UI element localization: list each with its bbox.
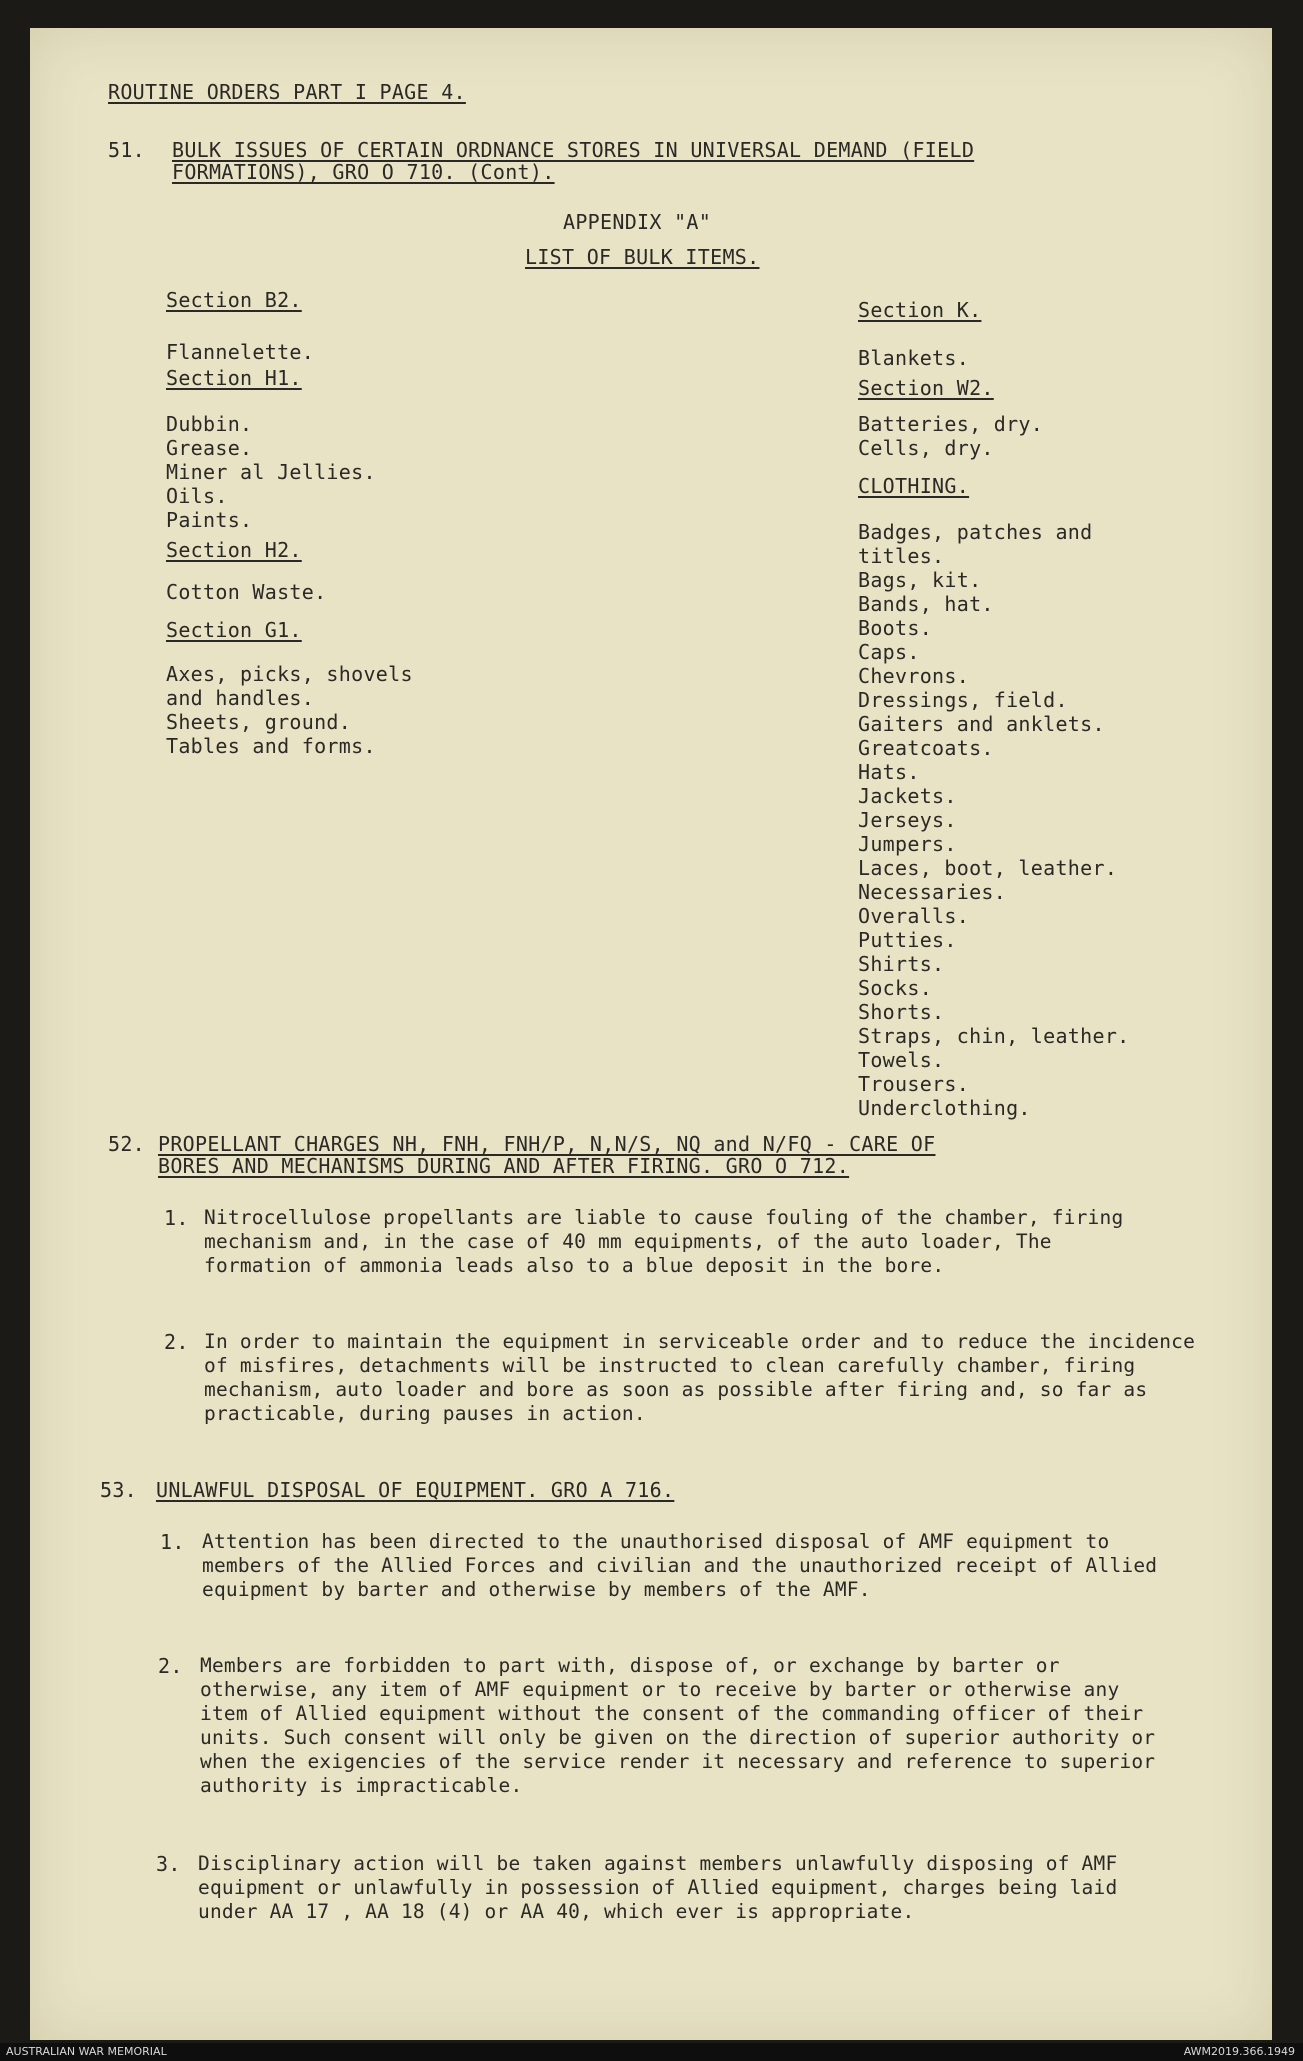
list-item: Necessaries. (858, 880, 1007, 904)
list-item: Tables and forms. (166, 734, 376, 758)
section-g1-heading: Section G1. (166, 618, 302, 642)
list-item: Batteries, dry. (858, 412, 1044, 436)
list-item: Putties. (858, 928, 957, 952)
list-item: Badges, patches and (858, 520, 1093, 544)
list-item: Laces, boot, leather. (858, 856, 1118, 880)
list-item: titles. (858, 544, 945, 568)
appendix-heading: APPENDIX "A" (563, 210, 712, 234)
list-item: Blankets. (858, 346, 970, 370)
item-53-para-2-number: 2. (158, 1654, 183, 1678)
list-item: Jerseys. (858, 808, 957, 832)
section-k-heading: Section K. (858, 298, 982, 322)
archive-footer (0, 2043, 1303, 2061)
item-52-para-2-number: 2. (164, 1330, 189, 1354)
item-51-title-line1: BULK ISSUES OF CERTAIN ORDNANCE STORES IN UNIVERSAL DEMAND (FIELD (172, 138, 975, 162)
item-53-para-3-number: 3. (156, 1852, 181, 1876)
list-item: Boots. (858, 616, 933, 640)
list-item: Greatcoats. (858, 736, 994, 760)
item-53-title: UNLAWFUL DISPOSAL OF EQUIPMENT. GRO A 716. (156, 1478, 675, 1502)
list-item: Towels. (858, 1048, 945, 1072)
item-53-para-2: Members are forbidden to part with, dispose of, or exchange by barter or otherwise, any item of AMF equipment or to receive by barter or otherwise any item of Allied equipment without the consent of the commanding officer of their units. Such consent will only be given on the direction of superior authority or when the exigencies of the service render it necessary and reference to superior authority is impracticable. (200, 1654, 1156, 1797)
list-item: Caps. (858, 640, 920, 664)
item-53-para-1-number: 1. (160, 1530, 185, 1554)
list-item: Sheets, ground. (166, 710, 352, 734)
list-item: Shirts. (858, 952, 945, 976)
list-item: Underclothing. (858, 1096, 1031, 1120)
list-item: Shorts. (858, 1000, 945, 1024)
list-item: Jumpers. (858, 832, 957, 856)
item-52-title-line2: BORES AND MECHANISMS DURING AND AFTER FIRING. GRO O 712. (158, 1154, 850, 1178)
list-item: and handles. (166, 686, 315, 710)
item-52-title-line1: PROPELLANT CHARGES NH, FNH, FNH/P, N,N/S, NQ and N/FQ - CARE OF (158, 1132, 936, 1156)
list-item: Jackets. (858, 784, 957, 808)
item-53-number: 53. (100, 1478, 138, 1502)
list-item: Chevrons. (858, 664, 970, 688)
footer-accession-number: AWM2019.366.1949 (1183, 2045, 1295, 2058)
list-item: Grease. (166, 436, 253, 460)
section-b2-heading: Section B2. (166, 288, 302, 312)
item-52-para-1: Nitrocellulose propellants are liable to cause fouling of the chamber, firing mechanism and, in the case of 40 mm equipments, of the auto loader, The formation of ammonia leads also to a blue deposit in the bore. (204, 1206, 1124, 1277)
footer-institution: AUSTRALIAN WAR MEMORIAL (6, 2045, 167, 2058)
list-item: Oils. (166, 484, 228, 508)
list-item: Cells, dry. (858, 436, 994, 460)
section-h1-heading: Section H1. (166, 366, 302, 390)
list-item: Dubbin. (166, 412, 253, 436)
item-52-para-1-number: 1. (164, 1206, 189, 1230)
item-53-para-3: Disciplinary action will be taken against members unlawfully disposing of AMF equipment or unlawfully in possession of Allied equipment, charges being laid under AA 17 , AA 18 (4) or AA 40, which ever is appropriate. (198, 1852, 1118, 1923)
item-51-title-line2: FORMATIONS), GRO O 710. (Cont). (172, 160, 555, 184)
list-heading: LIST OF BULK ITEMS. (525, 245, 760, 269)
list-item: Flannelette. (166, 340, 315, 364)
page-header: ROUTINE ORDERS PART I PAGE 4. (108, 80, 466, 104)
item-51-number: 51. (108, 138, 146, 162)
list-item: Axes, picks, shovels (166, 662, 413, 686)
list-item: Bands, hat. (858, 592, 994, 616)
list-item: Trousers. (858, 1072, 970, 1096)
item-53-para-1: Attention has been directed to the unauthorised disposal of AMF equipment to members of the Allied Forces and civilian and the unauthorized receipt of Allied equipment by barter and otherwise by members of the AMF. (202, 1530, 1158, 1601)
list-item: Miner al Jellies. (166, 460, 376, 484)
list-item: Overalls. (858, 904, 970, 928)
list-item: Gaiters and anklets. (858, 712, 1105, 736)
list-item: Straps, chin, leather. (858, 1024, 1130, 1048)
list-item: Cotton Waste. (166, 580, 327, 604)
list-item: Socks. (858, 976, 933, 1000)
list-item: Dressings, field. (858, 688, 1068, 712)
clothing-heading: CLOTHING. (858, 474, 970, 498)
section-w2-heading: Section W2. (858, 376, 994, 400)
list-item: Bags, kit. (858, 568, 982, 592)
item-52-number: 52. (108, 1132, 146, 1156)
list-item: Hats. (858, 760, 920, 784)
list-item: Paints. (166, 508, 253, 532)
section-h2-heading: Section H2. (166, 538, 302, 562)
item-52-para-2: In order to maintain the equipment in serviceable order and to reduce the incidence of misfires, detachments will be instructed to clean carefully chamber, firing mechanism, auto loader and bore as soon as possible after firing and, so far as practicable, during pauses in action. (204, 1330, 1196, 1425)
